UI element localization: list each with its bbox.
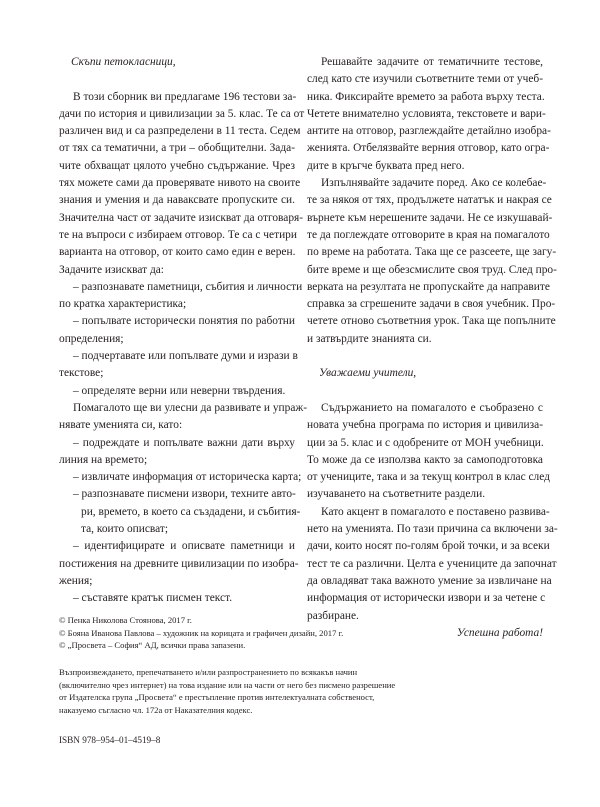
signoff: Успешна работа! <box>456 626 543 639</box>
list-item: – съставяте кратък писмен текст. <box>73 592 233 605</box>
legal-notice: Възпроизвеждането, препечатването и/или разпространението по всякакъв начин (включително чрез интернет) на това издание или на части от него без писмено разрешение от Издателска група „Просвета“ е престъпление против интелектуалната собственост, наказуемо съгласно чл. 172а от Наказателния кодекс. <box>59 667 396 715</box>
content-paragraph: Съдържанието на помагалото е съобразено с новата учебна програма по история и цивилиза- ции за 5. клас и с одобрените от МОН учебници. То може да се използва както за самоподготовка от учениците, така и за текущ контрол в клас след изучаването на съответните раздели. <box>307 401 550 501</box>
credit-publisher: © „Просвета – София“ АД, всички права запазени. <box>59 640 246 651</box>
emphasis-paragraph: Като акцент в помагалото е поставено развива- нето на уменията. По тази причина са включени за- дачи, които носят по-голям брой точки, и за всеки тест те са различни. Целта е учениците да започнат да овладяват така важното умение за извличане на информация от исторически извори и за четене с разбиране. <box>307 505 558 622</box>
task-list: – разпознавате паметници, събития и личности по кратка характеристика; – попълвате исторически понятия по работни определения; – подчертавате или попълвате думи и изрази в текстове; – определяте верни или неверни твърдения. <box>59 279 295 400</box>
left-column <box>59 54 308 608</box>
right-column <box>307 54 558 642</box>
skills-paragraph: Помагалото ще ви улесни да развивате и упраж- нявате уменията си, като: <box>59 401 308 432</box>
credit-designer: © Бояна Иванова Павлова – художник на корицата и графичен дизайн, 2017 г. <box>59 627 344 638</box>
list-item: – извличате информация от историческа карта; <box>73 471 302 484</box>
list-item: – подреждате и попълвате важни дати върху <box>73 436 295 449</box>
intro-paragraph: В този сборник ви предлагаме 196 тестови за- дачи по история и цивилизации за 5. клас. Те са от различен вид и са разпределени в 11 теста. Седем от тях са тематични, а три – обобщителни. Зада- чите обхващат цялото учебно съдържание. Чрез тях можете сами да проверявате нивото на своите знания и умения и да наваксвате пропуските си. Значителна част от задачите изискват да отговаря- те на въпроси с избираем отговор. Те са с четири варианта на отговор, от които само един е верен. Задачите изискват да: <box>59 90 305 276</box>
solving-paragraph: Решавайте задачите от тематичните тестове, след като сте изучили съответните теми от учеб- ника. Фиксирайте времето за работа върху теста. Четете внимателно условията, текстовете и вари- антите на отговор, разглеждайте детайлно изобра- женията. Отбелязвайте верния отговор, като огра- дите в кръгче буквата пред него. <box>307 56 551 172</box>
list-item: – попълвате исторически понятия по работни <box>73 315 295 328</box>
greeting-students: Скъпи петокласници, <box>71 56 176 68</box>
list-item: – подчертавате или попълвате думи и изрази в <box>73 350 298 363</box>
greeting-teachers: Уважаеми учители, <box>319 367 417 380</box>
list-item: – разпознавате паметници, събития и личности <box>73 280 303 293</box>
credit-author: © Пенка Николова Стоянова, 2017 г. <box>59 615 192 625</box>
list-item: – идентифицирате и описвате паметници и <box>73 540 295 553</box>
list-item: – определяте верни или неверни твърдения. <box>73 384 286 397</box>
list-item: – разпознавате писмени извори, техните авто- <box>73 488 296 501</box>
order-paragraph: Изпълнявайте задачите поред. Ако се колебае- те за някоя от тях, продължете нататък и накрая се върнете към нерешените задачи. Не се изкушавай- те да поглеждате отговорите в края на помагалото по време на работата. Така ще се разсеете, ще загу- бите време и ще обезсмислите своя труд. След про- верката на резултата не пропускайте да направите справка за сгрешените задачи в своя учебник. Про- четете отново съответния урок. Така ще попълните и затвърдите знанията си. <box>307 177 557 345</box>
copyright-credits <box>59 614 419 652</box>
isbn: ISBN 978–954–01–4519–8 <box>59 735 161 745</box>
skills-list: – подреждате и попълвате важни дати върху линия на времето; – извличате информация от историческа карта; – разпознавате писмени извори, техните авто- ри, времето, в което са създадени, и събития- та, които описват; – идентифицирате и описвате паметници и постижения на древните цивилизации по изобра- жения; – съставяте кратък писмен текст. <box>59 435 295 608</box>
